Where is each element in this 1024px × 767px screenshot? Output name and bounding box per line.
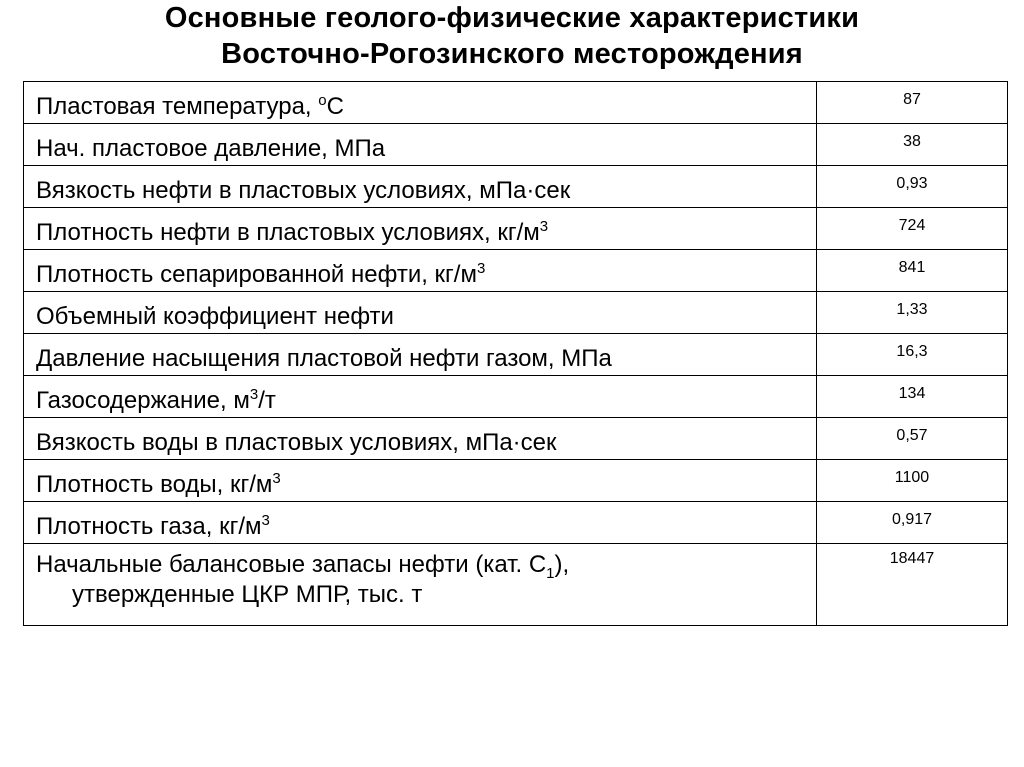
param-value: 1,33 [817, 292, 1008, 334]
title-line-2: Восточно-Рогозинского месторождения [221, 38, 803, 70]
param-value: 18447 [817, 544, 1008, 626]
param-name: Плотность нефти в пластовых условиях, $кг/м^3$ [24, 208, 817, 250]
table-row [24, 334, 1008, 376]
table-row [24, 544, 1008, 626]
param-name: Пластовая температура, $^o$С [24, 82, 817, 124]
characteristics-table [23, 81, 1008, 626]
page-title [0, 0, 1024, 72]
param-value: 134 [817, 376, 1008, 418]
param-name: Нач. пластовое давление, МПа [24, 124, 817, 166]
table-row [24, 208, 1008, 250]
param-value: 841 [817, 250, 1008, 292]
param-name: Давление насыщения пластовой нефти газом, МПа [24, 334, 817, 376]
param-value: 724 [817, 208, 1008, 250]
param-value: 16,3 [817, 334, 1008, 376]
table-row [24, 502, 1008, 544]
param-name: Плотность газа, $кг/м^3$ [24, 502, 817, 544]
param-name: Газосодержание, $м^3/т$ [24, 376, 817, 418]
param-value: 0,93 [817, 166, 1008, 208]
param-name-continuation: утвержденные ЦКР МПР, тыс. т [72, 581, 423, 608]
param-value: 1100 [817, 460, 1008, 502]
param-name: Плотность сепарированной нефти, $кг/м^3$ [24, 250, 817, 292]
param-value: 87 [817, 82, 1008, 124]
param-name: Вязкость воды в пластовых условиях, мПа·сек [24, 418, 817, 460]
param-name: Плотность воды, $кг/м^3$ [24, 460, 817, 502]
table-row [24, 166, 1008, 208]
table-row [24, 124, 1008, 166]
table-row [24, 292, 1008, 334]
table-row [24, 460, 1008, 502]
param-name: Вязкость нефти в пластовых условиях, мПа·сек [24, 166, 817, 208]
title-line-1: Основные геолого-физические характеристики [164, 2, 860, 34]
param-name: Объемный коэффициент нефти [24, 292, 817, 334]
param-value: 0,57 [817, 418, 1008, 460]
param-value: 0,917 [817, 502, 1008, 544]
param-value: 38 [817, 124, 1008, 166]
table-row [24, 82, 1008, 124]
table-row [24, 250, 1008, 292]
param-name: Начальные балансовые запасы нефти (кат. $С_1$), утвержденные ЦКР МПР, тыс. т [24, 544, 817, 626]
table-row [24, 418, 1008, 460]
table-row [24, 376, 1008, 418]
